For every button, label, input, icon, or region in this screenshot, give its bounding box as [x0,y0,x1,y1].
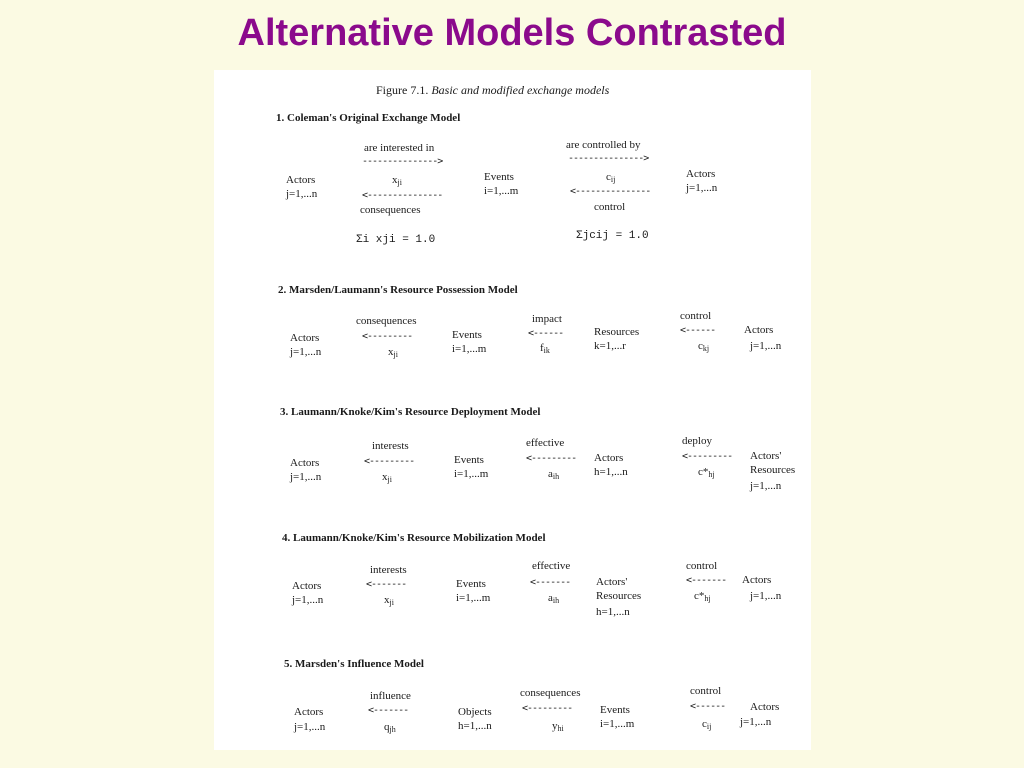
s4-actors-right-index: j=1,...n [750,590,782,602]
s4-events-index: i=1,...m [456,592,491,604]
s1-events-index: i=1,...m [484,185,519,197]
s3-rel3-arrow: <--------- [682,451,733,462]
s2-rel2-arrow: <------ [528,328,564,339]
s2-resources-index: k=1,...r [594,340,626,352]
s5-actors-left: Actors [294,706,324,718]
s5-events-index: i=1,...m [600,718,635,730]
s4-actors-left-index: j=1,...n [292,594,324,606]
s1-rel1-variable: $x_{ji}$ [392,174,402,187]
s1-sum-interest: Σi xji = 1.0 [356,234,436,246]
s4-rel3-arrow: <------- [686,575,727,586]
s3-rel3-label: deploy [682,435,712,447]
s2-rel3-label: control [680,310,712,322]
s2-actors-left: Actors [290,332,320,344]
s4-rel2-arrow: <------- [530,577,571,588]
s1-rel1-top-label: are interested in [364,142,435,154]
s5-rel2-arrow: <--------- [522,703,573,714]
s4-actors-resources-l2: Resources [596,590,642,602]
s3-actors-resources-l2: Resources [750,464,796,476]
s1-rel1-arrow-right: ---------------> [362,156,443,167]
s3-actors-resources-l1: Actors' [750,450,782,462]
s2-rel3-arrow: <------ [680,325,716,336]
s1-rel2-variable: $c_{ij}$ [606,171,616,184]
s3-events: Events [454,454,484,466]
s5-actors-right: Actors [750,701,780,713]
figure-caption-text: Basic and modified exchange models [431,83,610,97]
s2-events: Events [452,329,482,341]
section-4-heading: 4. Laumann/Knoke/Kim's Resource Mobilization Model [282,532,546,544]
s5-rel1-arrow: <------- [368,705,409,716]
s2-rel2-variable: $f_{ik}$ [540,342,550,355]
s5-objects: Objects [458,706,492,718]
s2-rel2-label: impact [532,313,562,325]
s5-rel3-label: control [690,685,722,697]
s2-rel1-arrow: <--------- [362,331,413,342]
s3-events-index: i=1,...m [454,468,489,480]
s4-rel3-variable: $c*_{hj}$ [694,590,711,603]
s4-rel2-label: effective [532,560,571,572]
s4-events: Events [456,578,486,590]
scanned-figure [214,70,811,750]
s5-rel3-variable: $c_{ij}$ [702,718,712,731]
s3-actors-mid-index: h=1,...n [594,466,628,478]
s3-rel3-variable: $c*_{hj}$ [698,466,715,479]
s1-actors-left: Actors [286,174,316,186]
s1-rel2-top-label: are controlled by [566,139,641,151]
s1-rel2-arrow-right: ---------------> [568,153,649,164]
s3-rel1-label: interests [372,440,409,452]
s2-rel1-label: consequences [356,315,417,327]
s4-actors-resources-index: h=1,...n [596,606,630,618]
s2-rel3-variable: $c_{kj}$ [698,340,710,353]
s4-rel1-arrow: <------- [366,579,407,590]
s5-rel1-label: influence [370,690,411,702]
section-3-heading: 3. Laumann/Knoke/Kim's Resource Deployment Model [280,406,541,418]
s1-actors-left-index: j=1,...n [286,188,318,200]
s2-actors-right-index: j=1,...n [750,340,782,352]
s5-objects-index: h=1,...n [458,720,492,732]
s1-rel1-arrow-left: <--------------- [362,190,443,201]
s4-rel3-label: control [686,560,718,572]
section-2-heading: 2. Marsden/Laumann's Resource Possession Model [278,284,518,296]
s5-actors-right-index: j=1,...n [740,716,772,728]
figure-caption [376,84,609,97]
s4-rel1-label: interests [370,564,407,576]
s3-actors-left-index: j=1,...n [290,471,322,483]
s3-rel2-variable: $a_{ih}$ [548,468,560,481]
s3-actors-left: Actors [290,457,320,469]
section-1-heading: 1. Coleman's Original Exchange Model [276,112,461,124]
s1-rel2-arrow-left: <--------------- [570,186,651,197]
slide-title: Alternative Models Contrasted [237,12,787,54]
s3-actors-mid: Actors [594,452,624,464]
s5-events: Events [600,704,630,716]
s5-rel2-variable: $y_{hi}$ [552,720,564,733]
s3-actors-resources-index: j=1,...n [750,480,782,492]
s5-rel2-label: consequences [520,687,581,699]
s5-rel3-arrow: <------ [690,701,726,712]
s2-actors-right: Actors [744,324,774,336]
s3-rel2-arrow: <--------- [526,453,577,464]
s4-rel2-variable: $a_{ih}$ [548,592,560,605]
s1-rel2-bottom-label: control [594,201,626,213]
s5-rel1-variable: $q_{jh}$ [384,721,396,734]
s2-rel1-variable: $x_{ji}$ [388,346,398,359]
s3-rel1-arrow: <--------- [364,456,415,467]
s1-events: Events [484,171,514,183]
s2-actors-left-index: j=1,...n [290,346,322,358]
figure-caption-label: Figure 7.1. [376,83,429,97]
s1-rel1-bottom-label: consequences [360,204,421,216]
s1-sum-control: Σjcij = 1.0 [576,230,649,242]
s5-actors-left-index: j=1,...n [294,721,326,733]
s2-resources: Resources [594,326,640,338]
s4-rel1-variable: $x_{ji}$ [384,594,394,607]
s1-actors-right: Actors [686,168,716,180]
s2-events-index: i=1,...m [452,343,487,355]
s3-rel2-label: effective [526,437,565,449]
section-5-heading: 5. Marsden's Influence Model [284,658,424,670]
s4-actors-left: Actors [292,580,322,592]
s3-rel1-variable: $x_{ji}$ [382,471,392,484]
s4-actors-right: Actors [742,574,772,586]
s4-actors-resources-l1: Actors' [596,576,628,588]
s1-actors-right-index: j=1,...n [686,182,718,194]
